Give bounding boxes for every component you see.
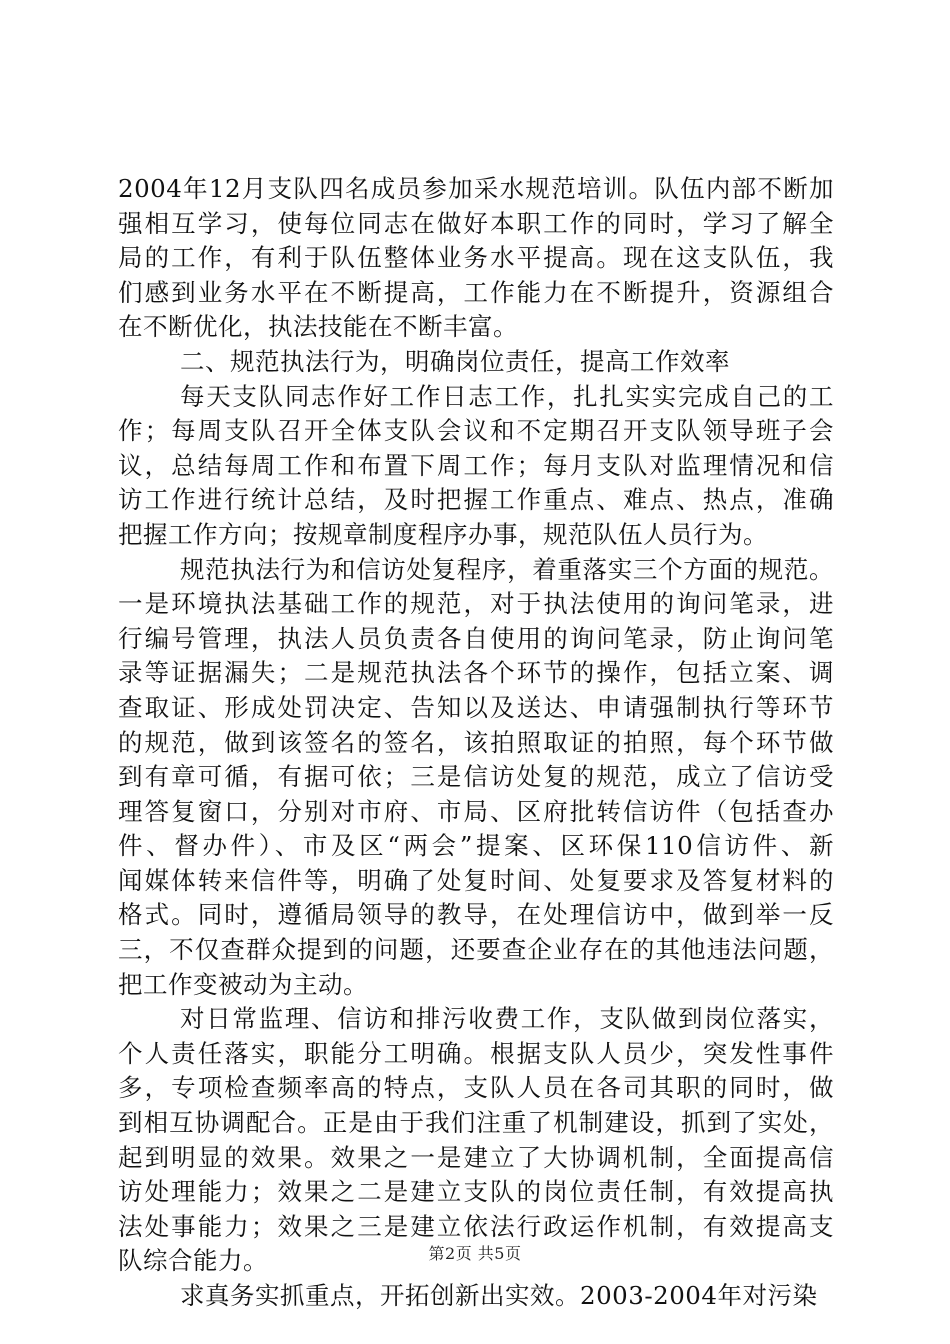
text-line: 录等证据漏失；二是规范执法各个环节的操作，包括立案、调 bbox=[118, 658, 834, 688]
text-line: 格式。同时，遵循局领导的教导，在处理信访中，做到举一反 bbox=[118, 900, 834, 930]
text-line: 法处事能力；效果之三是建立依法行政运作机制，有效提高支 bbox=[118, 1211, 834, 1241]
text-line: 的规范，做到该签名的签名，该拍照取证的拍照，每个环节做 bbox=[118, 727, 834, 757]
paragraph bbox=[118, 1279, 834, 1314]
text-line: 局的工作，有利于队伍整体业务水平提高。现在这支队伍，我 bbox=[118, 243, 834, 273]
text-line: 强相互学习，使每位同志在做好本职工作的同时，学习了解全 bbox=[118, 208, 834, 238]
paragraph bbox=[118, 380, 834, 553]
text-line: 访工作进行统计总结，及时把握工作重点、难点、热点，准确 bbox=[118, 485, 834, 515]
text-line: 查取证、形成处罚决定、告知以及送达、申请强制执行等环节 bbox=[118, 692, 834, 722]
paragraph bbox=[118, 345, 834, 380]
paragraph bbox=[118, 172, 834, 345]
document-body bbox=[118, 172, 834, 1314]
text-line: 访处理能力；效果之二是建立支队的岗位责任制，有效提高执 bbox=[118, 1177, 834, 1207]
text-line: 2004年12月支队四名成员参加采水规范培训。队伍内部不断加 bbox=[118, 174, 834, 203]
text-line: 理答复窗口，分别对市府、市局、区府批转信访件（包括查办 bbox=[118, 796, 834, 826]
text-line: 件、督办件）、市及区“两会”提案、区环保110信访件、新 bbox=[118, 831, 834, 861]
text-line: 三，不仅查群众提到的问题，还要查企业存在的其他违法问题， bbox=[118, 935, 834, 965]
text-line: 对日常监理、信访和排污收费工作，支队做到岗位落实， bbox=[180, 1004, 834, 1034]
page-footer: 第2页 共5页 bbox=[428, 1244, 522, 1263]
paragraph bbox=[118, 1002, 834, 1279]
text-line: 行编号管理，执法人员负责各自使用的询问笔录，防止询问笔 bbox=[118, 623, 834, 653]
text-line: 作；每周支队召开全体支队会议和不定期召开支队领导班子会 bbox=[118, 416, 834, 446]
text-line: 到有章可循，有据可依；三是信访处复的规范，成立了信访受 bbox=[118, 762, 834, 792]
text-line: 规范执法行为和信访处复程序，着重落实三个方面的规范。 bbox=[180, 554, 834, 584]
text-line: 们感到业务水平在不断提高，工作能力在不断提升，资源组合 bbox=[118, 277, 834, 307]
paragraph bbox=[118, 553, 834, 1003]
text-line: 每天支队同志作好工作日志工作，扎扎实实完成自己的工 bbox=[180, 381, 834, 411]
text-line: 求真务实抓重点，开拓创新出实效。2003-2004年对污染 bbox=[180, 1281, 818, 1310]
text-line: 多，专项检查频率高的特点，支队人员在各司其职的同时，做 bbox=[118, 1073, 834, 1103]
text-line: 在不断优化，执法技能在不断丰富。 bbox=[118, 312, 518, 342]
text-line: 到相互协调配合。正是由于我们注重了机制建设，抓到了实处， bbox=[118, 1108, 834, 1138]
text-line: 起到明显的效果。效果之一是建立了大协调机制，全面提高信 bbox=[118, 1142, 834, 1172]
text-line: 队综合能力。 bbox=[118, 1246, 268, 1276]
text-line: 把握工作方向；按规章制度程序办事，规范队伍人员行为。 bbox=[118, 519, 768, 549]
text-line: 把工作变被动为主动。 bbox=[118, 969, 368, 999]
text-line: 个人责任落实，职能分工明确。根据支队人员少，突发性事件 bbox=[118, 1038, 834, 1068]
text-line: 一是环境执法基础工作的规范，对于执法使用的询问笔录，进 bbox=[118, 589, 834, 619]
text-line: 闻媒体转来信件等，明确了处复时间、处复要求及答复材料的 bbox=[118, 865, 834, 895]
text-line: 二、规范执法行为，明确岗位责任，提高工作效率 bbox=[180, 346, 730, 376]
text-line: 议，总结每周工作和布置下周工作；每月支队对监理情况和信 bbox=[118, 450, 834, 480]
